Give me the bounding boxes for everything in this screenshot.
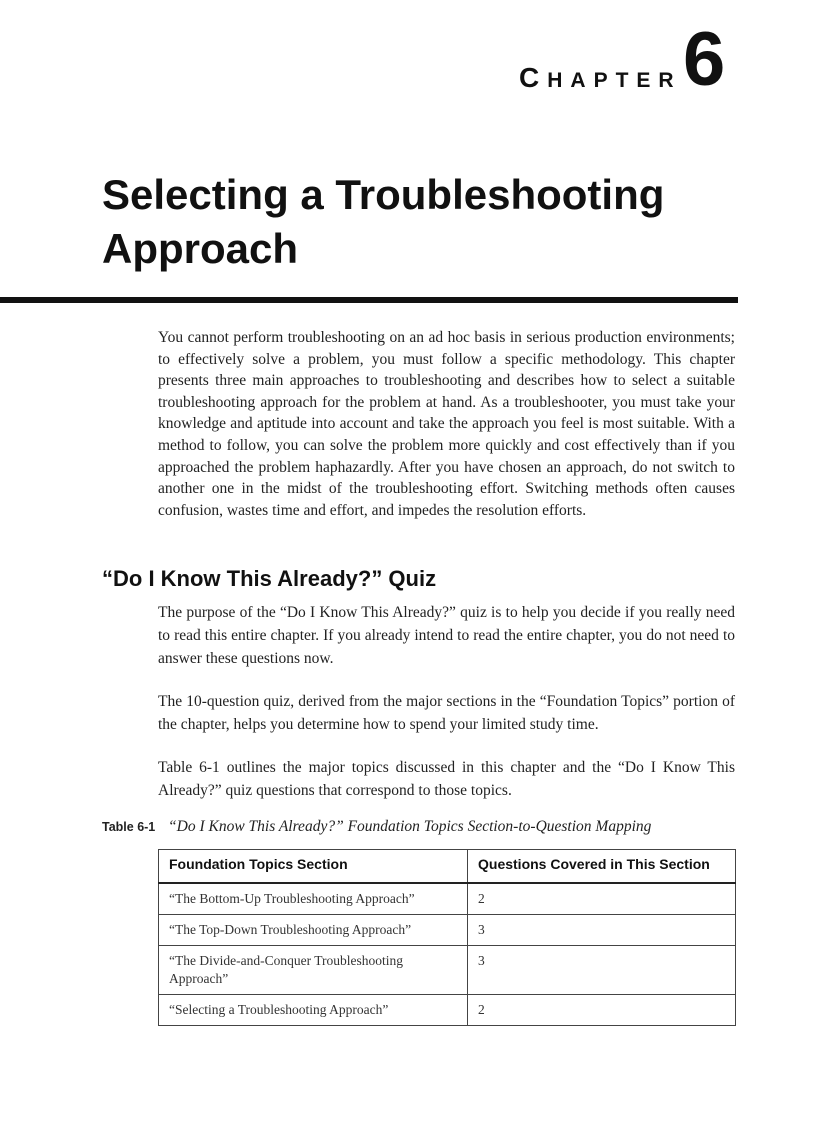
quiz-paragraph-1: The purpose of the “Do I Know This Already?” quiz is to help you decide if you really need to read this entire chapter. If you already intend to read the entire chapter, you do not need to answer these questions now. xyxy=(158,604,735,667)
table-cell-questions: 2 xyxy=(468,995,736,1026)
title-divider xyxy=(0,297,738,303)
table-caption xyxy=(102,818,742,836)
table-header-questions: Questions Covered in This Section xyxy=(468,850,736,884)
table-cell-questions: 3 xyxy=(468,915,736,946)
table-cell-section: “The Bottom-Up Troubleshooting Approach” xyxy=(159,883,468,915)
table-cell-questions: 2 xyxy=(468,883,736,915)
intro-paragraph: You cannot perform troubleshooting on an ad hoc basis in serious production environments; to effectively solve a problem, you must follow a specific methodology. This chapter presents three main approaches to troubleshooting and describes how to select a suitable troubleshooting approach for the problem at hand. As a troubleshooter, you must take your knowledge and aptitude into account and take the approach you feel is most suitable. With a method to follow, you can solve the problem more quickly and cost effectively than if you approached the problem haphazardly. After you have chosen an approach, do not switch to another one in the midst of the troubleshooting effort. Switching methods often causes confusion, wastes time and effort, and impedes the resolution efforts. xyxy=(158,329,735,519)
quiz-heading: “Do I Know This Already?” Quiz xyxy=(102,566,437,591)
table-row xyxy=(159,946,736,995)
table-cell-section: “Selecting a Troubleshooting Approach” xyxy=(159,995,468,1026)
table-header-row xyxy=(159,850,736,884)
table-caption-text: “Do I Know This Already?” Foundation Topics Section-to-Question Mapping xyxy=(168,818,652,835)
table-header-section: Foundation Topics Section xyxy=(159,850,468,884)
table-cell-section: “The Top-Down Troubleshooting Approach” xyxy=(159,915,468,946)
table-row xyxy=(159,995,736,1026)
table-row xyxy=(159,883,736,915)
page-title: Selecting a Troubleshooting Approach xyxy=(102,171,665,272)
section-question-table xyxy=(158,849,736,1026)
chapter-label-rest: HAPTER xyxy=(547,69,682,92)
chapter-number: 6 xyxy=(683,17,726,102)
table-cell-section: “The Divide-and-Conquer Troubleshooting Approach” xyxy=(159,946,468,995)
quiz-paragraph-2: The 10-question quiz, derived from the major sections in the “Foundation Topics” portion of the chapter, helps you determine how to spend your limited study time. xyxy=(158,693,735,733)
chapter-label-initial: C xyxy=(519,62,548,93)
quiz-paragraph-3: Table 6-1 outlines the major topics discussed in this chapter and the “Do I Know This Already?” quiz questions that correspond to those topics. xyxy=(158,759,735,799)
table-row xyxy=(159,915,736,946)
chapter-label xyxy=(519,62,682,94)
table-cell-questions: 3 xyxy=(468,946,736,995)
table-caption-label: Table 6-1 xyxy=(102,820,156,834)
